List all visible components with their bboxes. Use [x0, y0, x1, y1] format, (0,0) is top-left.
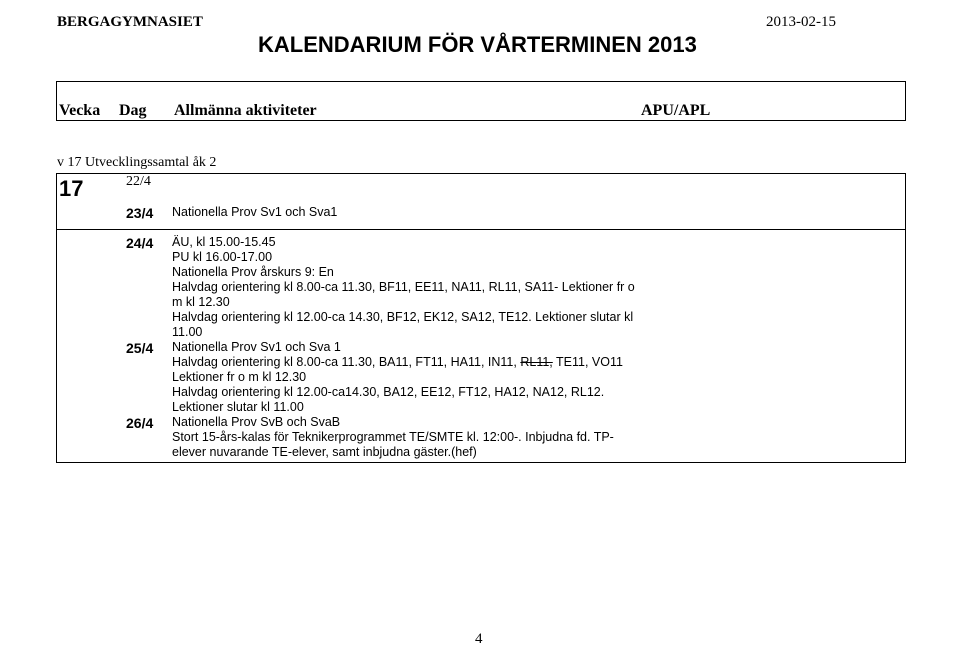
column-apu-apl: APU/APL [641, 102, 711, 119]
day-25-4: 25/4 [126, 340, 154, 356]
activity-line: ÄU, kl 15.00-15.45 [172, 235, 276, 249]
column-dag: Dag [119, 102, 147, 119]
column-vecka: Vecka [59, 102, 101, 119]
activity-line: PU kl 16.00-17.00 [172, 250, 273, 264]
activity-line: Nationella Prov Sv1 och Sva 1 [172, 340, 341, 354]
activity-line: Lektioner slutar kl 11.00 [172, 400, 304, 414]
day-26-4: 26/4 [126, 415, 154, 431]
activity-line: Lektioner fr o m kl 12.30 [172, 370, 307, 384]
day-22-4: 22/4 [126, 174, 151, 189]
activity-line: Stort 15-års-kalas för Teknikerprogrammet TE/SMTE kl. 12:00-. Inbjudna fd. TP- [172, 430, 614, 444]
activity-text: Halvdag orientering kl 8.00-ca 11.30, BA11, FT11, HA11, IN11, [172, 355, 521, 369]
column-allmanna-aktiviteter: Allmänna aktiviteter [174, 102, 317, 119]
week-number: 17 [59, 176, 84, 201]
week-note: v 17 Utvecklingssamtal åk 2 [57, 155, 217, 170]
activity-text: TE11, VO11 [552, 355, 623, 369]
activity-line [172, 355, 623, 370]
school-name: BERGAGYMNASIET [57, 14, 203, 30]
document-date: 2013-02-15 [766, 14, 836, 30]
struck-class-code: RL11, [520, 355, 553, 369]
activity-line: Halvdag orientering kl 8.00-ca 11.30, BF11, EE11, NA11, RL11, SA11- Lektioner fr o [172, 280, 635, 294]
activity-line: m kl 12.30 [172, 295, 230, 309]
activity-line: Nationella Prov SvB och SvaB [172, 415, 341, 429]
activity-line: Nationella Prov Sv1 och Sva1 [172, 205, 338, 219]
activity-line: 11.00 [172, 325, 203, 339]
day-24-4: 24/4 [126, 235, 154, 251]
activity-line: elever nuvarande TE-elever, samt inbjudna gäster.(hef) [172, 445, 477, 459]
column-header-table [56, 81, 906, 121]
page-title: KALENDARIUM FÖR VÅRTERMINEN 2013 [258, 32, 697, 57]
week-divider [56, 229, 906, 230]
activity-line: Nationella Prov årskurs 9: En [172, 265, 334, 279]
page-number: 4 [475, 631, 483, 647]
activity-line: Halvdag orientering kl 12.00-ca14.30, BA12, EE12, FT12, HA12, NA12, RL12. [172, 385, 605, 399]
day-23-4: 23/4 [126, 205, 154, 221]
activity-line: Halvdag orientering kl 12.00-ca 14.30, BF12, EK12, SA12, TE12. Lektioner slutar kl [172, 310, 634, 324]
